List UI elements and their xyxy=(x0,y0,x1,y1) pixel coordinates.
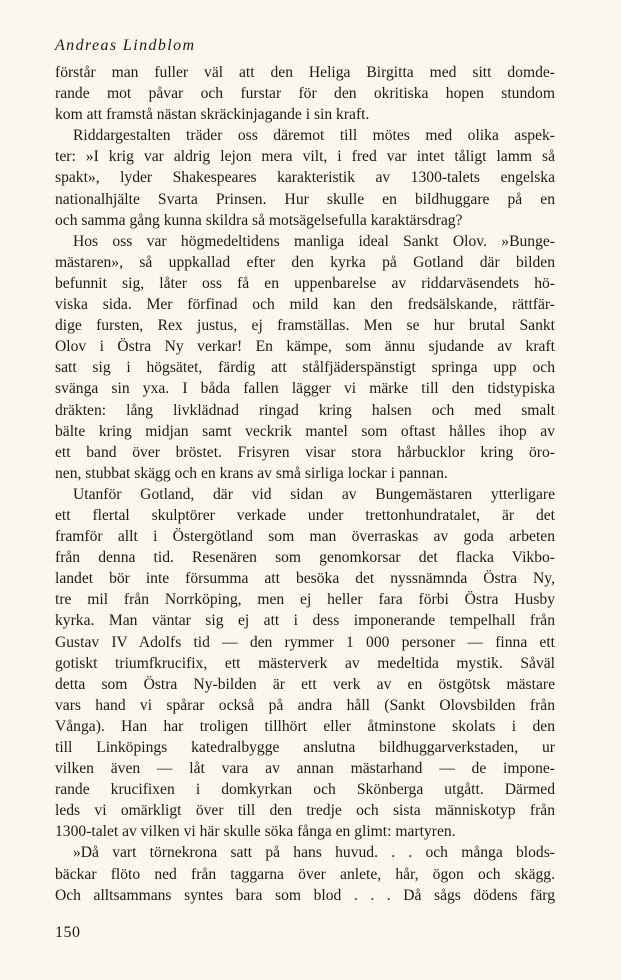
text-line: rande krucifixen i domkyrkan och Skönberga utgått. Därmed xyxy=(55,781,555,799)
text-line: Hos oss var högmedeltidens manliga ideal Sankt Olov. »Bunge- xyxy=(73,232,555,250)
text-line: framför allt i Östergötland som man överraskas av goda arbeten xyxy=(55,528,555,546)
text-line: detta som Östra Ny-bilden är ett verk av en östgötsk mästare xyxy=(55,675,555,693)
text-line: nationalhjälte Svarta Prinsen. Hur skulle en bildhuggare på en xyxy=(55,190,555,208)
text-line: svänga sin yxa. I båda fallen lägger vi märke till den tidstypiska xyxy=(55,380,555,398)
text-line: vilken även — låt vara av annan mästarhand — de impone- xyxy=(55,760,555,778)
book-page xyxy=(55,36,555,956)
text-line: bäckar flöto ned från taggarna över anlete, hår, ögon och skägg. xyxy=(55,865,555,883)
text-line: ter: »I krig var aldrig lejon mera vilt, i fred var intet tåligt lamm så xyxy=(55,148,555,166)
text-line: Vånga). Han har troligen tillhört eller åtminstone skolats i den xyxy=(55,717,555,735)
text-line: »Då vart törnekrona satt på hans huvud. . . och många blods- xyxy=(73,844,555,862)
text-line: Gustav IV Adolfs tid — den rymmer 1 000 personer — finna ett xyxy=(55,633,555,651)
text-line: Utanför Gotland, där vid sidan av Bungemästaren ytterligare xyxy=(73,485,555,503)
text-line: Och alltsammans syntes bara som blod . . . Då sågs dödens färg xyxy=(55,886,555,904)
text-line: leds vi omärkligt över till den tredje och sista människotyp från xyxy=(55,802,555,820)
body-text xyxy=(55,62,555,906)
text-line: viska sida. Mer förfinad och mild kan den fredsälskande, rättfär- xyxy=(55,296,555,314)
text-line: spakt», lyder Shakespeares karakteristik av 1300-talets engelska xyxy=(55,169,555,187)
running-head: Andreas Lindblom xyxy=(55,37,196,54)
text-line: kyrka. Man väntar sig ej att i dess imponerande tempelhall från xyxy=(55,612,555,630)
text-line: till Linköpings katedralbygge anslutna bildhuggarverkstaden, ur xyxy=(55,739,555,756)
text-line: mästaren», så uppkallad efter den kyrka på Gotland där bilden xyxy=(55,253,555,271)
text-line: och samma gång kunna skildra så motsägelsefulla karaktärsdrag? xyxy=(55,211,463,229)
text-line: befunnit sig, låter oss få en uppenbarelse av riddarväsendets hö- xyxy=(55,274,555,292)
text-line: förstår man fuller väl att den Heliga Birgitta med sitt domde- xyxy=(55,64,555,81)
text-line: vars hand vi spårar också på andra håll (Sankt Olovsbilden från xyxy=(55,696,555,714)
page-number: 150 xyxy=(55,924,81,941)
text-line: ett flertal skulptörer verkade under trettonhundratalet, är det xyxy=(55,506,555,524)
text-line: från denna tid. Resenären som genomkorsar det flacka Vikbo- xyxy=(55,549,555,567)
text-line: 1300-talet av vilken vi här skulle söka fånga en glimt: martyren. xyxy=(55,823,456,841)
text-line: ett band över bröstet. Frisyren visar stora hårbucklor kring öro- xyxy=(55,443,555,461)
text-line: kom att framstå nästan skräckinjagande i sin kraft. xyxy=(55,106,370,124)
text-line: tre mil från Norrköping, men ej heller fara förbi Östra Husby xyxy=(55,591,555,609)
text-line: bälte kring midjan samt veckrik mantel som oftast hålles ihop av xyxy=(55,422,555,440)
text-line: landet bör inte försumma att besöka det nyssnämnda Östra Ny, xyxy=(55,570,555,588)
text-line: Olov i Östra Ny verkar! En kämpe, som ännu sjudande av kraft xyxy=(55,338,555,356)
text-line: rande mot påvar och furstar för den okritiska hopen stundom xyxy=(55,85,555,103)
text-line: dräkten: lång livklädnad ringad kring halsen och med smalt xyxy=(55,401,555,419)
text-line: nen, stubbat skägg och en krans av små sirliga lockar i pannan. xyxy=(55,464,448,482)
text-line: Riddargestalten träder oss däremot till mötes med olika aspek- xyxy=(73,127,555,145)
text-line: dige fursten, Rex justus, ej framställas. Men se hur brutal Sankt xyxy=(55,317,555,335)
text-line: gotiskt triumfkrucifix, ett mästerverk av medeltida mystik. Såväl xyxy=(55,654,555,672)
text-line: satt sig i högsätet, färdig att stålfjäderspänstigt springa upp och xyxy=(55,359,555,377)
